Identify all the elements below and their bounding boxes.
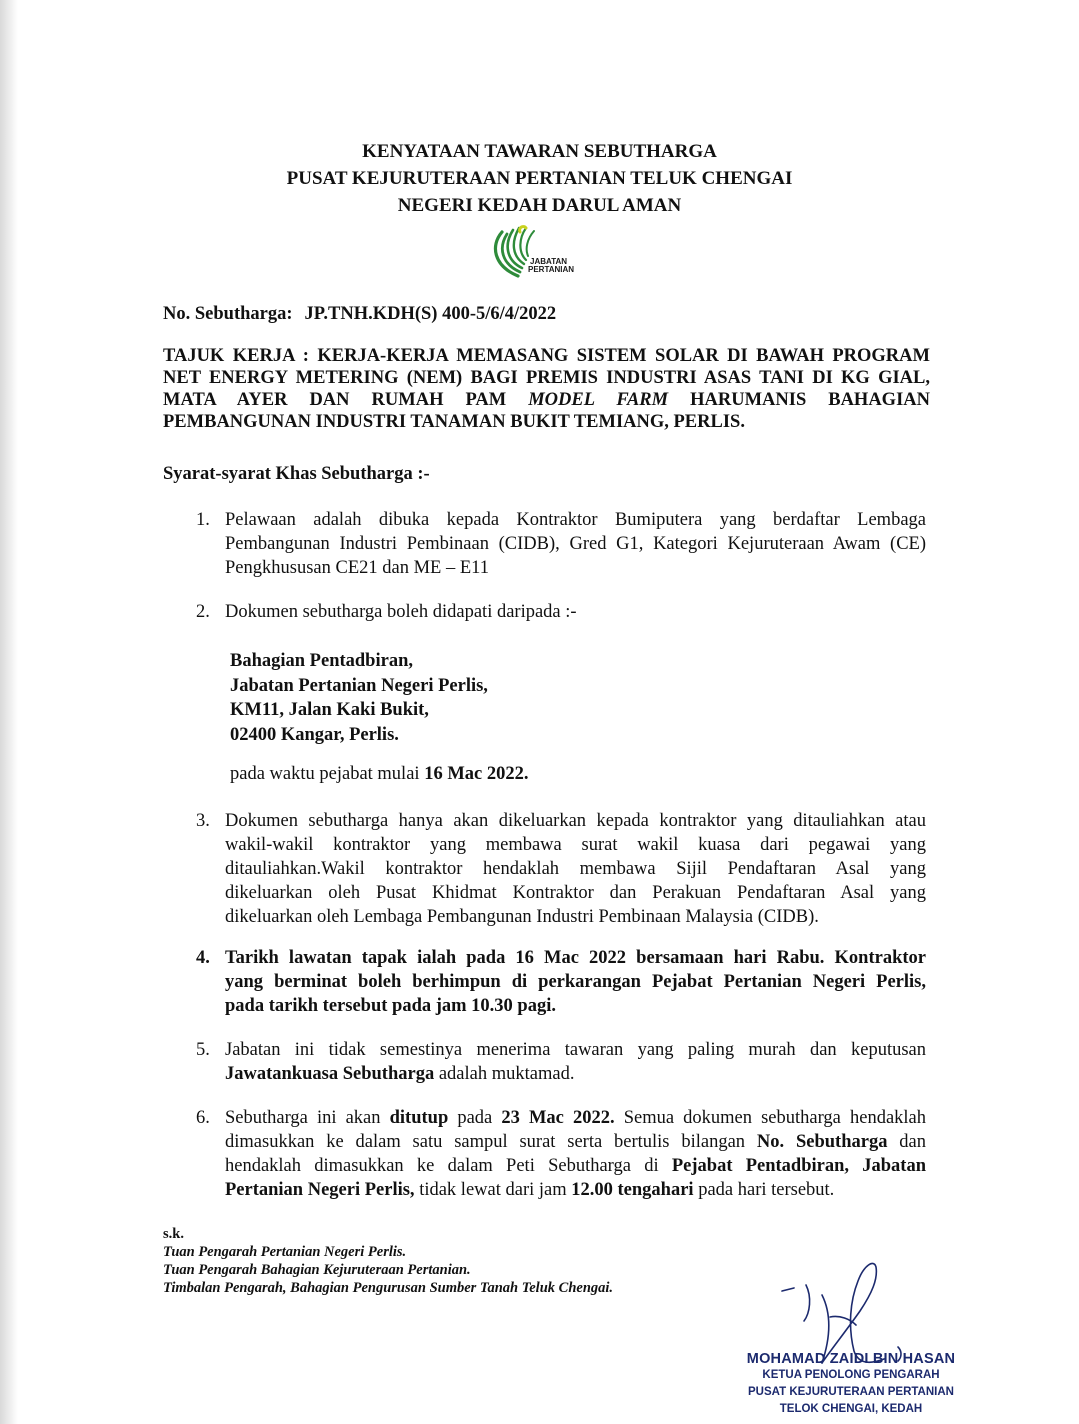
item-6-line-2 — [225, 1130, 926, 1154]
committee-name: Jawatankuasa Sebutharga — [225, 1064, 435, 1084]
title-line-3-b: HARUMANIS BAHAGIAN — [690, 390, 930, 410]
signer-position-1: KETUA PENOLONG PENGARAH — [762, 1369, 940, 1381]
item-2-line-1: Dokumen sebutharga boleh didapati daripada :- — [225, 602, 577, 622]
item-number: 4. — [196, 948, 210, 968]
title-line-2: NET ENERGY METERING (NEM) BAGI PREMIS INDUSTRI ASAS TANI DI KG GIAL, — [163, 368, 930, 388]
copies-recipient: Tuan Pengarah Pertanian Negeri Perlis. — [163, 1244, 407, 1260]
note-date: 16 Mac 2022. — [424, 764, 529, 784]
item-3-line-4: dikeluarkan oleh Pusat Khidmat Kontraktor dan Perakuan Pendaftaran Asal yang — [225, 883, 926, 903]
reference-value: JP.TNH.KDH(S) 400-5/6/4/2022 — [304, 304, 557, 324]
item-4-line-1: Tarikh lawatan tapak ialah pada 16 Mac 2022 bersamaan hari Rabu. Kontraktor — [225, 948, 926, 968]
text-run-bold: No. Sebutharga — [756, 1132, 888, 1152]
closing-date: 23 Mac 2022. — [501, 1108, 615, 1128]
condition-item-4 — [196, 946, 926, 1018]
item-6-line-3 — [225, 1154, 926, 1178]
conditions-heading: Syarat-syarat Khas Sebutharga :- — [163, 464, 430, 484]
item-6-line-1 — [225, 1106, 926, 1130]
text-run: dan — [899, 1132, 927, 1152]
copies-list — [163, 1225, 613, 1297]
address-line: Jabatan Pertanian Negeri Perlis, — [230, 675, 488, 696]
item-1-line-2: Pembangunan Industri Pembinaan (CIDB), Gred G1, Kategori Kejuruteraan Awam (CE) — [225, 534, 926, 554]
note-text: pada waktu pejabat mulai — [230, 764, 420, 784]
title-line-3 — [163, 389, 930, 411]
text-run: pada hari tersebut. — [698, 1180, 835, 1200]
text-run: pada — [457, 1108, 493, 1128]
condition-item-1 — [196, 508, 926, 580]
signer-block — [726, 1351, 976, 1418]
title-line-1: TAJUK KERJA : KERJA-KERJA MEMASANG SISTEM SOLAR DI BAWAH PROGRAM — [163, 346, 930, 366]
copies-label: s.k. — [163, 1226, 184, 1242]
copies-recipient: Timbalan Pengarah, Bahagian Pengurusan Sumber Tanah Teluk Chengai. — [163, 1280, 614, 1296]
heading-line-1: KENYATAAN TAWARAN SEBUTHARGA — [362, 141, 717, 162]
item-3-line-2: wakil-wakil kontraktor yang membawa surat wakil kuasa dari pegawai yang — [225, 835, 926, 855]
jabatan-pertanian-logo — [480, 222, 590, 284]
work-title — [163, 345, 930, 433]
title-line-4: PEMBANGUNAN INDUSTRI TANAMAN BUKIT TEMIANG, PERLIS. — [163, 412, 745, 432]
text-run-bold: ditutup — [389, 1108, 449, 1128]
reference-number — [163, 304, 556, 325]
item-number: 6. — [196, 1108, 210, 1128]
item-number: 2. — [196, 602, 210, 622]
collection-address — [230, 649, 488, 747]
condition-item-6 — [196, 1106, 926, 1202]
logo-text-pertanian: PERTANIAN — [528, 265, 575, 274]
item-3-line-3: ditauliahkan.Wakil kontraktor hendaklah membawa Sijil Pendaftaran Asal yang — [225, 859, 926, 879]
item-5-line-2-rest: adalah muktamad. — [438, 1064, 575, 1084]
heading-line-2: PUSAT KEJURUTERAAN PERTANIAN TELUK CHENGAI — [286, 168, 793, 189]
signer-name: MOHAMAD ZAIDI BIN HASAN — [746, 1351, 956, 1367]
logo-text-jabatan: JABATAN — [530, 257, 568, 266]
item-number: 5. — [196, 1040, 210, 1060]
address-line: 02400 Kangar, Perlis. — [230, 724, 399, 745]
text-run: Sebutharga ini akan — [225, 1108, 381, 1128]
item-number: 1. — [196, 510, 210, 530]
heading-line-3: NEGERI KEDAH DARUL AMAN — [397, 195, 682, 216]
text-run: hendaklah dimasukkan ke dalam Peti Sebutharga di — [225, 1156, 659, 1176]
signer-position-3: TELOK CHENGAI, KEDAH — [779, 1403, 923, 1415]
copies-recipient: Tuan Pengarah Bahagian Kejuruteraan Pertanian. — [163, 1262, 471, 1278]
condition-item-3 — [196, 809, 926, 929]
text-run-bold: Pejabat Pentadbiran, Jabatan — [671, 1156, 927, 1176]
item-number: 3. — [196, 811, 210, 831]
item-4-line-3: pada tarikh tersebut pada jam 10.30 pagi. — [225, 996, 556, 1016]
item-3-line-5: dikeluarkan oleh Lembaga Pembangunan Industri Pembinaan Malaysia (CIDB). — [225, 907, 819, 927]
item-1-line-1: Pelawaan adalah dibuka kepada Kontraktor Bumiputera yang berdaftar Lembaga — [225, 510, 926, 530]
item-1-line-3: Pengkhususan CE21 dan ME – E11 — [225, 558, 489, 578]
text-run: Semua dokumen sebutharga hendaklah — [623, 1108, 927, 1128]
item-5-line-1: Jabatan ini tidak semestinya menerima tawaran yang paling murah dan keputusan — [225, 1040, 926, 1060]
condition-item-5 — [196, 1038, 926, 1086]
item-3-line-1: Dokumen sebutharga hanya akan dikeluarkan kepada kontraktor yang ditauliahkan atau — [225, 811, 926, 831]
office-hours-note — [230, 764, 529, 785]
item-6-line-4 — [225, 1178, 926, 1202]
address-line: Bahagian Pentadbiran, — [230, 651, 413, 671]
reference-label: No. Sebutharga: — [163, 304, 293, 324]
signer-position-2: PUSAT KEJURUTERAAN PERTANIAN — [748, 1386, 954, 1398]
title-line-3-a: MATA AYER DAN RUMAH PAM — [163, 390, 507, 410]
text-run: dimasukkan ke dalam satu sampul surat serta bertulis bilangan — [225, 1132, 746, 1152]
title-model-farm: MODEL FARM — [528, 390, 669, 410]
condition-item-2 — [196, 600, 926, 624]
item-5-line-2 — [225, 1062, 926, 1086]
text-run: tidak lewat dari jam — [419, 1180, 567, 1200]
closing-time: 12.00 tengahari — [571, 1180, 694, 1200]
address-line: KM11, Jalan Kaki Bukit, — [230, 700, 429, 720]
text-run-bold: Pertanian Negeri Perlis, — [225, 1180, 415, 1200]
item-4-line-2: yang berminat boleh berhimpun di perkarangan Pejabat Pertanian Negeri Perlis, — [225, 972, 926, 992]
document-heading — [0, 138, 1079, 219]
